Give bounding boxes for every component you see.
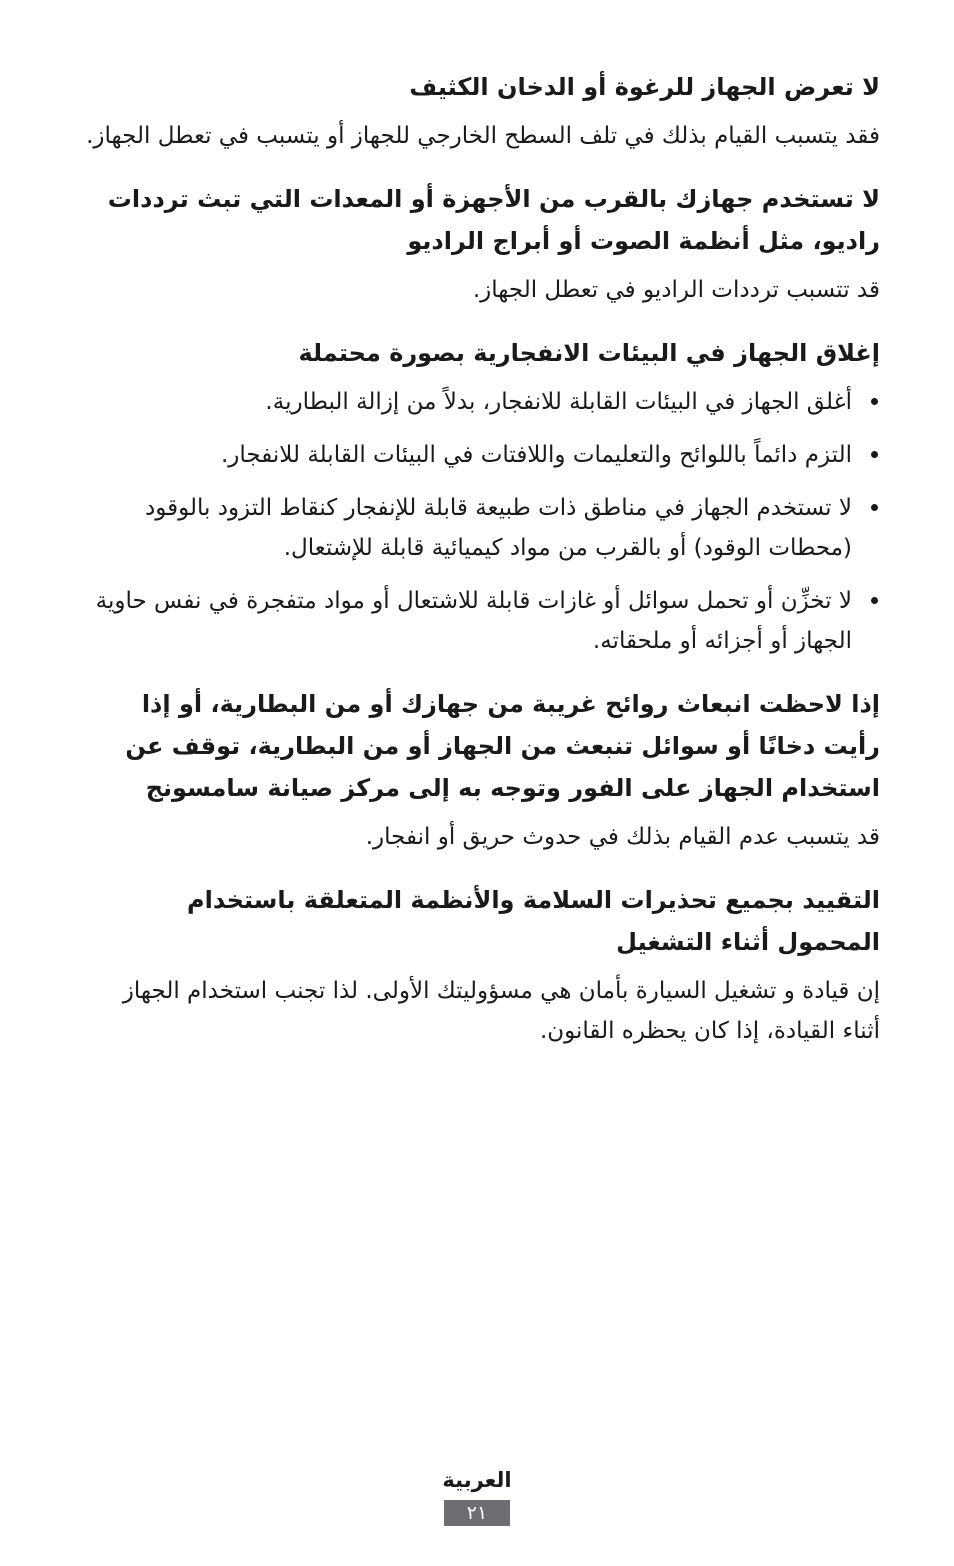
section-heading: إذا لاحظت انبعاث روائح غريبة من جهازك أو من البطارية، أو إذا رأيت دخانًا أو سوائل تنبعث من الجهاز أو من البطارية، توقف عن استخدام الجهاز على الفور وتوجه به إلى مركز صيانة سامسونج [125,690,880,802]
list-item-text: لا تستخدم الجهاز في مناطق ذات طبيعة قابلة للإنفجار كنقاط التزود بالوقود (محطات الوقود) أو بالقرب من مواد كيميائية قابلة للإشتعال. [144,495,852,561]
list-item-text: لا تخزِّن أو تحمل سوائل أو غازات قابلة للاشتعال أو مواد متفجرة في نفس حاوية الجهاز أو أجزائه أو ملحقاته. [95,588,852,654]
bullet-icon [871,504,878,511]
section-driving-safety [84,879,880,1051]
section-explosive-environments [84,332,880,661]
bullet-icon [871,451,878,458]
section-foam-smoke [84,66,880,156]
bullet-icon [871,597,878,604]
list-item-text: أغلق الجهاز في البيئات القابلة للانفجار، بدلاً من إزالة البطارية. [265,389,852,415]
section-body: إن قيادة و تشغيل السيارة بأمان هي مسؤوليتك الأولى. لذا تجنب استخدام الجهاز أثناء القيادة، إذا كان يحظره القانون. [122,978,880,1044]
section-heading: لا تستخدم جهازك بالقرب من الأجهزة أو المعدات التي تبث ترددات راديو، مثل أنظمة الصوت أو أبراج الراديو [107,185,880,255]
section-radio-frequency [84,178,880,310]
page-footer [0,1466,954,1526]
bullet-icon [871,398,878,405]
section-body: فقد يتسبب القيام بذلك في تلف السطح الخارجي للجهاز أو يتسبب في تعطل الجهاز. [86,123,880,149]
list-item [84,488,880,568]
footer-language-label: العربية [442,1468,512,1492]
list-item [84,435,880,475]
section-strange-smell-smoke [84,683,880,857]
document-page [84,66,880,1073]
bullet-list [84,382,880,661]
list-item [84,382,880,422]
page-number-badge: ٢١ [444,1500,510,1526]
section-heading: إغلاق الجهاز في البيئات الانفجارية بصورة محتملة [298,339,880,367]
section-body: قد يتسبب عدم القيام بذلك في حدوث حريق أو انفجار. [365,824,880,850]
list-item [84,581,880,661]
section-body: قد تتسبب ترددات الراديو في تعطل الجهاز. [472,277,880,303]
section-heading: التقييد بجميع تحذيرات السلامة والأنظمة المتعلقة باستخدام المحمول أثناء التشغيل [187,886,880,956]
section-heading: لا تعرض الجهاز للرغوة أو الدخان الكثيف [409,73,880,101]
list-item-text: التزم دائماً باللوائح والتعليمات واللافتات في البيئات القابلة للانفجار. [221,442,852,468]
